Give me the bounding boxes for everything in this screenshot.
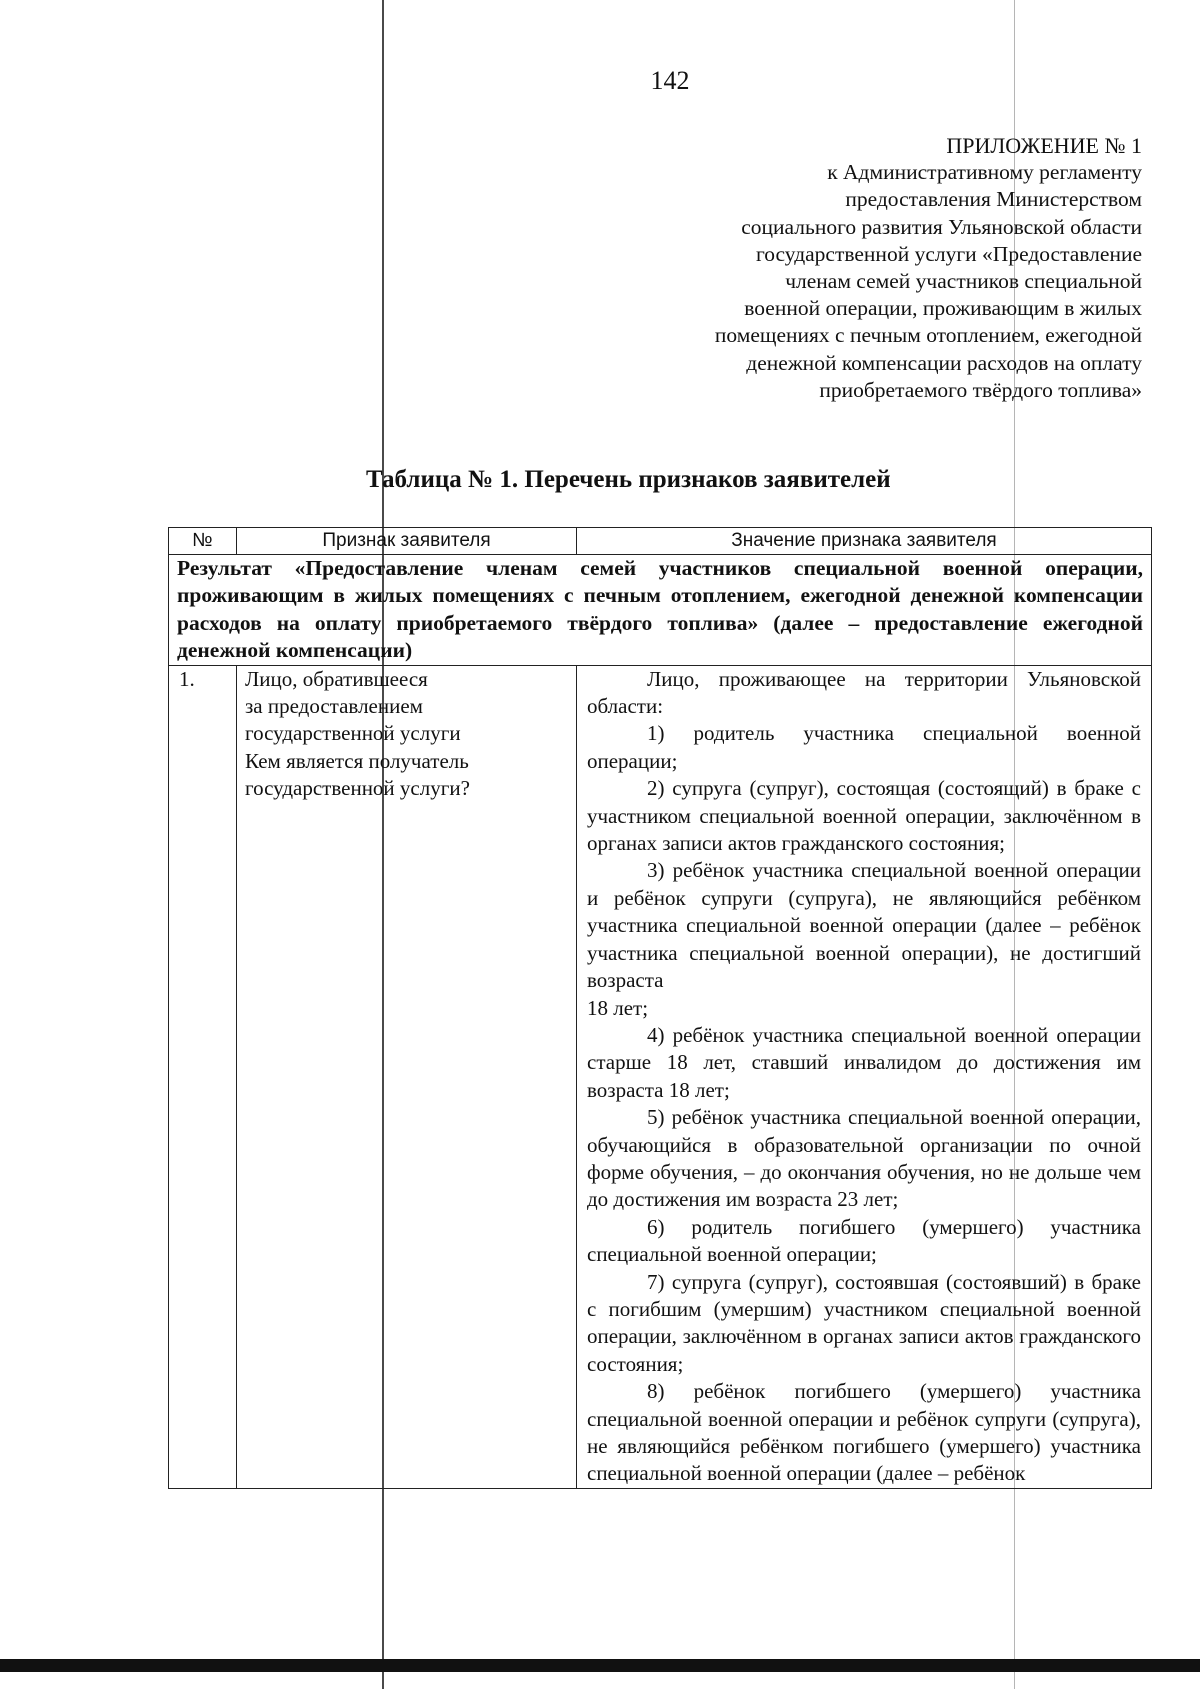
appendix-line: денежной компенсации расходов на оплату xyxy=(746,350,1142,375)
sign-line: государственной услуги xyxy=(245,721,461,746)
value-item: 4) ребёнок участника специальной военной операции старше 18 лет, ставший инвалидом до достижения им возраста 18 лет; xyxy=(587,1022,1141,1102)
table-title: Таблица № 1. Перечень признаков заявителей xyxy=(366,466,891,493)
appendix-line: членам семей участников специальной xyxy=(785,269,1142,294)
sign-line: государственной услуги? xyxy=(245,776,470,801)
table-row xyxy=(169,665,1152,1488)
header-value: Значение признака заявителя xyxy=(577,528,1152,555)
value-item: 5) ребёнок участника специальной военной операции, обучающийся в образовательной организации по очной форме обучения, – до окончания обучения, но не дольше чем до достижения им возраста 23 лет; xyxy=(587,1105,1141,1212)
table-header-row xyxy=(169,528,1152,555)
appendix-line: приобретаемого твёрдого топлива» xyxy=(819,377,1142,402)
sign-cell xyxy=(237,665,577,1488)
appendix-header xyxy=(582,132,1142,404)
header-number: № xyxy=(169,528,237,555)
appendix-line: государственной услуги «Предоставление xyxy=(755,241,1142,266)
result-text: Результат «Предоставление членам семей участников специальной военной операции, проживающим в жилых помещениях с печным отоплением, ежегодной денежной компенсации расходов на оплату приобретаемого твёрдого топлива» (далее – предоставление ежегодной денежной компенсации) xyxy=(169,555,1152,666)
page-number: 142 xyxy=(650,66,690,95)
scan-bottom-edge xyxy=(0,1659,1200,1672)
appendix-title: ПРИЛОЖЕНИЕ № 1 xyxy=(946,133,1142,158)
value-item: 2) супруга (супруг), состоящая (состоящий) в браке с участником специальной военной операции, заключённом в органах записи актов гражданского состояния; xyxy=(587,776,1141,856)
sign-line: Кем является получатель xyxy=(245,748,469,773)
value-item: 3) ребёнок участника специальной военной операции и ребёнок супруги (супруга), не являющийся ребёнком участника специальной военной операции (далее – ребёнок участника специальной военной операции), не достигший возраста xyxy=(587,858,1141,993)
appendix-line: социального развития Ульяновской области xyxy=(741,214,1142,239)
appendix-line: военной операции, проживающим в жилых xyxy=(744,296,1142,321)
value-item: Лицо, проживающее на территории Ульяновской области: xyxy=(587,666,1141,719)
appendix-line: к Административному регламенту xyxy=(827,160,1142,185)
sign-line: за предоставлением xyxy=(245,694,423,719)
applicant-signs-table xyxy=(168,527,1152,1489)
value-item: 1) родитель участника специальной военной операции; xyxy=(587,721,1141,773)
appendix-line: предоставления Министерством xyxy=(845,187,1142,212)
value-cell xyxy=(577,665,1152,1488)
value-item: 18 лет; xyxy=(587,995,649,1020)
header-sign: Признак заявителя xyxy=(237,528,577,555)
row-number: 1. xyxy=(169,665,237,1488)
value-item: 7) супруга (супруг), состоявшая (состоявший) в браке с погибшим (умершим) участником специальной военной операции, заключённом в органах записи актов гражданского состояния; xyxy=(587,1269,1141,1376)
value-item: 6) родитель погибшего (умершего) участника специальной военной операции; xyxy=(587,1214,1141,1267)
sign-line: Лицо, обратившееся xyxy=(245,666,428,691)
result-row xyxy=(169,555,1152,666)
appendix-line: помещениях с печным отоплением, ежегодной xyxy=(714,323,1142,348)
value-item: 8) ребёнок погибшего (умершего) участника специальной военной операции и ребёнок супруги (супруга), не являющийся ребёнком погибшего (умершего) участника специальной военной операции (далее – ребёнок xyxy=(587,1379,1141,1486)
